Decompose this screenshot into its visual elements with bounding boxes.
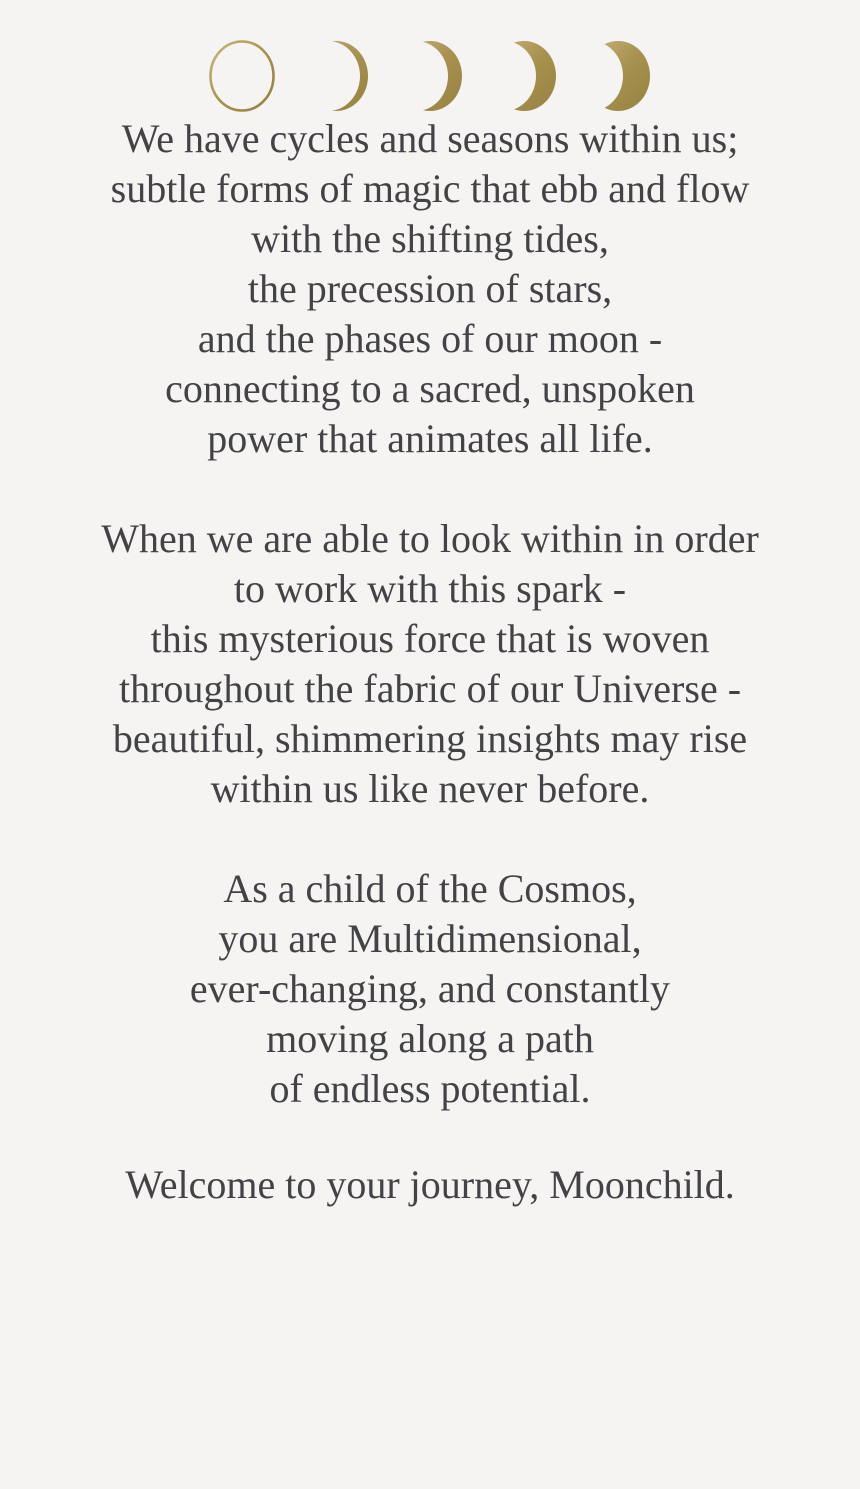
text-line: When we are able to look within in order <box>101 516 759 561</box>
text-line: connecting to a sacred, unspoken <box>165 366 695 411</box>
text-line: of endless potential. <box>269 1066 591 1111</box>
look-within-paragraph <box>0 514 860 814</box>
text-line: moving along a path <box>266 1016 594 1061</box>
waxing-crescent-thin-icon <box>301 38 371 114</box>
text-line: this mysterious force that is woven <box>150 616 710 661</box>
text-line: you are Multidimensional, <box>218 916 642 961</box>
waxing-crescent-thick-icon <box>583 38 653 114</box>
text-line: We have cycles and seasons within us; <box>121 116 739 161</box>
welcome-closing-line: Welcome to your journey, Moonchild. <box>125 1162 735 1207</box>
intro-paragraph <box>0 114 860 464</box>
body-text <box>0 114 860 1210</box>
text-line: beautiful, shimmering insights may rise <box>112 716 748 761</box>
moon-phase-row <box>0 0 860 114</box>
waxing-crescent-medium-icon <box>489 38 559 114</box>
child-of-cosmos-paragraph <box>0 864 860 1114</box>
text-line: throughout the fabric of our Universe - <box>118 666 742 711</box>
text-line: with the shifting tides, <box>251 216 609 261</box>
text-line: the precession of stars, <box>247 266 613 311</box>
text-line: ever-changing, and constantly <box>189 966 671 1011</box>
text-line: subtle forms of magic that ebb and flow <box>110 166 750 211</box>
text-line: As a child of the Cosmos, <box>223 866 637 911</box>
full-moon-outline-icon <box>207 38 277 114</box>
waxing-crescent-small-icon <box>395 38 465 114</box>
text-line: power that animates all life. <box>207 416 653 461</box>
text-line: within us like never before. <box>210 766 650 811</box>
text-line: to work with this spark - <box>233 566 627 611</box>
text-line: and the phases of our moon - <box>197 316 663 361</box>
